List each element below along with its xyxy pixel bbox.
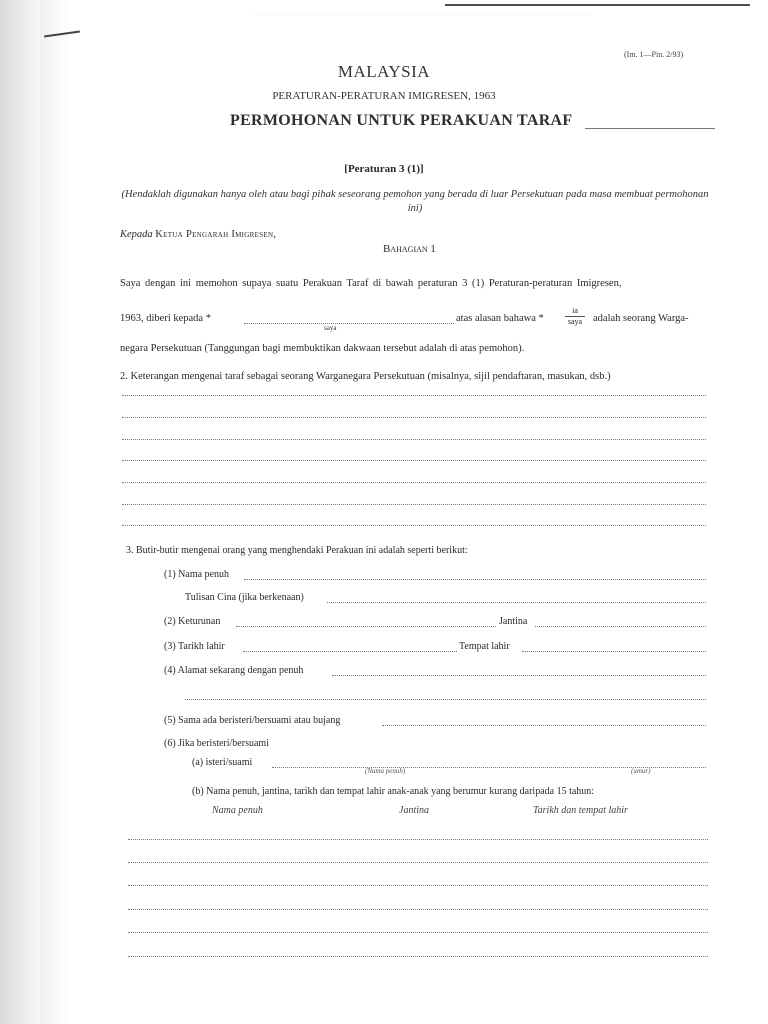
section2-heading: 2. Keterangan mengenai taraf sebagai seorang Warganegara Persekutuan (misalnya, sijil pendaftaran, masukan, dsb.) [120,371,611,382]
spouse-name-caption: (Nama penuh) [365,767,406,775]
full-name-label: (1) Nama penuh [164,569,229,580]
spouse-label: (a) isteri/suami [192,757,253,768]
ethnicity-label: (2) Keturunan [164,616,221,627]
section3-heading: 3. Butir-butir mengenai orang yang menghendaki Perakuan ini adalah seperti berikut: [126,545,468,556]
full-name-field[interactable] [244,578,706,580]
regulations-heading: PERATURAN-PERATURAN IMIGRESEN, 1963 [272,90,496,102]
title-underline [585,128,715,129]
section2-line[interactable] [122,459,706,461]
form-title: PERMOHONAN UNTUK PERAKUAN TARAF [230,112,573,129]
usage-note: (Hendaklah digunakan hanya oleh atau bagi pihak seseorang pemohon yang berada di luar Persekutuan pada masa membuat permohonan ini) [121,189,709,214]
para1-line2-mid: atas alasan bahawa * [456,313,544,324]
section2-line[interactable] [122,438,706,440]
section2-line[interactable] [122,416,706,418]
section2-line[interactable] [122,503,706,505]
birth-place-label: Tempat lahir [459,641,510,652]
chinese-name-label: Tulisan Cina (jika berkenaan) [185,592,304,603]
children-line[interactable] [128,838,708,840]
address-field-line2[interactable] [185,698,706,700]
address-label: (4) Alamat sekarang dengan penuh [164,665,304,676]
fraction-bottom: saya [567,317,583,326]
para1-line2-end: adalah seorang Warga- [593,313,689,324]
ethnicity-field[interactable] [236,625,496,627]
applicant-name-field[interactable] [244,322,454,324]
para1-line1: Saya dengan ini memohon supaya suatu Perakuan Taraf di bawah peraturan 3 (1) Peraturan-peraturan Imigresen, [120,278,622,289]
section2-line[interactable] [122,394,706,396]
marital-status-label: (5) Sama ada beristeri/bersuami atau bujang [164,715,341,726]
saya-annotation: saya [324,324,337,332]
part-heading: Bahagian 1 [383,243,436,255]
country-heading: MALAYSIA [337,62,431,81]
children-line[interactable] [128,955,708,957]
children-line[interactable] [128,908,708,910]
children-label: (b) Nama penuh, jantina, tarikh dan tempat lahir anak-anak yang berumur kurang daripada 15 tahun: [192,786,595,797]
col-gender: Jantina [399,805,429,816]
fraction-top: ia [565,306,585,317]
scan-top-line [445,4,750,6]
scan-corner-mark [44,31,80,38]
children-line[interactable] [128,861,708,863]
birth-place-field[interactable] [522,650,706,652]
address-field[interactable] [332,674,706,676]
addressee [120,229,276,240]
section2-line[interactable] [122,524,706,526]
birth-date-field[interactable] [243,650,457,652]
addressee-label: Kepada [120,229,153,240]
spouse-age-caption: (umur) [631,767,651,775]
section2-line[interactable] [122,481,706,483]
para1-line2-start: 1963, diberi kepada * [120,313,211,324]
children-line[interactable] [128,884,708,886]
birth-date-label: (3) Tarikh lahir [164,641,225,652]
regulation-reference: [Peraturan 3 (1)] [344,163,424,175]
addressee-name: Ketua Pengarah Imigresen, [155,229,277,240]
marital-status-field[interactable] [382,724,706,726]
gender-label: Jantina [499,616,528,627]
gender-field[interactable] [535,625,706,627]
if-married-label: (6) Jika beristeri/bersuami [164,738,269,749]
pronoun-fraction [565,306,585,326]
para1-line3: negara Persekutuan (Tanggungan bagi membuktikan dakwaan tersebut adalah di atas pemohon). [120,343,525,354]
children-line[interactable] [128,931,708,933]
chinese-name-field[interactable] [327,601,706,603]
col-full-name: Nama penuh [212,805,263,816]
col-birth-date-place: Tarikh dan tempat lahir [533,805,628,816]
form-reference: (Im. 1—Pin. 2/93) [624,50,684,59]
